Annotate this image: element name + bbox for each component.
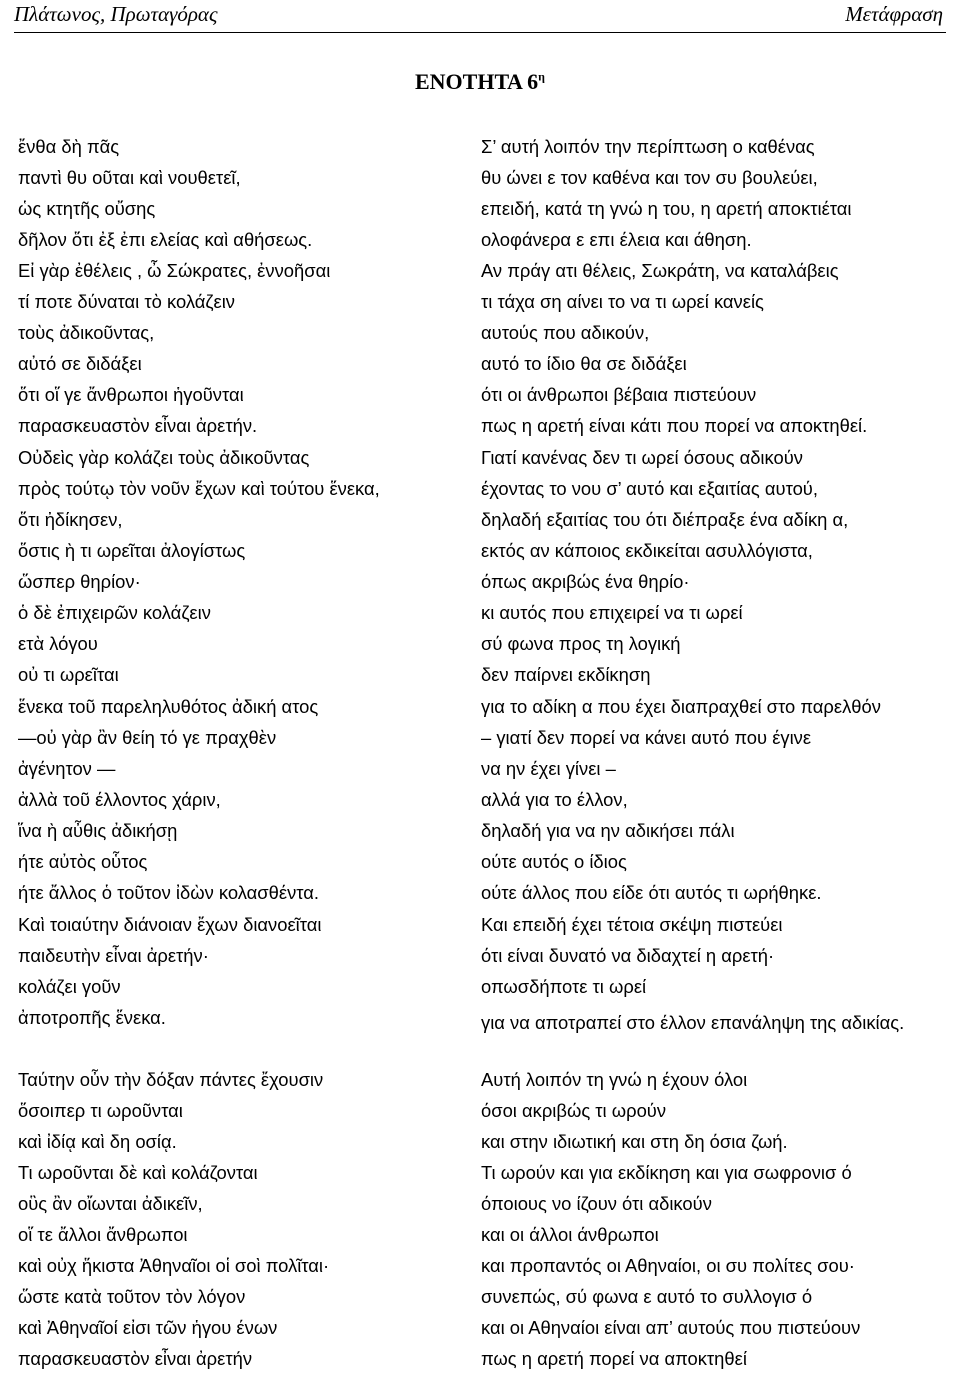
greek-original-line: πρὸς τούτῳ τὸν νοῦν ἔχων καὶ τούτου ἕνεκα, [18, 478, 380, 499]
greek-original-line: Εἰ γὰρ ἐθέλεις , ὦ Σώκρατες, ἐννοῆσαι [18, 260, 331, 281]
greek-original-line: ὥστε κατὰ τοῦτον τὸν λόγον [18, 1286, 246, 1307]
text-line-row [0, 945, 960, 977]
text-line-row [0, 1100, 960, 1132]
modern-translation-line: όσοι ακριβώς τι ωρούν [481, 1100, 667, 1121]
text-line-row [0, 415, 960, 447]
greek-original-line: οὓς ἂν οἴωνται ἀδικεῖν, [18, 1193, 203, 1214]
greek-original-line: καὶ Ἀθηναῖοί εἰσι τῶν ἡγου ένων [18, 1317, 278, 1338]
text-line-row [0, 198, 960, 230]
greek-original-line: ὅστις ὴ τι ωρεῖται ἀλογίστως [18, 540, 246, 561]
greek-original-line: ἵνα ὴ αὖθις ἀδικήσῃ [18, 820, 178, 841]
text-line-row [0, 1286, 960, 1318]
greek-original-line: ἕνεκα τοῦ παρεληλυθότος ἀδική ατος [18, 696, 319, 717]
greek-original-line: δῆλον ὅτι ἐξ ἐπι ελείας καὶ αθήσεως. [18, 229, 313, 250]
modern-translation-line: και οι άλλοι άνθρωποι [481, 1224, 659, 1245]
modern-translation-line: δηλαδή για να ην αδικήσει πάλι [481, 820, 735, 841]
modern-translation-line: ότι είναι δυνατό να διδαχτεί η αρετή· [481, 945, 775, 966]
modern-translation-line: δεν παίρνει εκδίκηση [481, 664, 651, 685]
header-author-work: Πλάτωνος, Πρωταγόρας [14, 2, 218, 26]
text-line-row [0, 260, 960, 292]
modern-translation-line: αλλά για το έλλον, [481, 789, 628, 810]
text-line-row [0, 1317, 960, 1349]
text-line-row [0, 1069, 960, 1101]
modern-translation-line: ότι οι άνθρωποι βέβαια πιστεύουν [481, 384, 757, 405]
modern-translation-line: Αυτή λοιπόν τη γνώ η έχουν όλοι [481, 1069, 748, 1090]
modern-translation-line: θυ ώνει ε τον καθένα και τον συ βουλεύει, [481, 167, 818, 188]
text-line-row [0, 136, 960, 168]
text-line-row [0, 322, 960, 354]
text-line-row [0, 1348, 960, 1380]
text-line-row [0, 602, 960, 634]
greek-original-line: παιδευτὴν εἶναι ἀρετήν· [18, 945, 209, 966]
greek-original-line: —οὐ γὰρ ἂν θείη τό γε πραχθὲν [18, 727, 277, 748]
greek-original-line: Καὶ τοιαύτην διάνοιαν ἔχων διανοεῖται [18, 914, 322, 935]
modern-translation-line: και στην ιδιωτική και στη δη όσια ζωή. [481, 1131, 788, 1152]
modern-translation-line: συνεπώς, σύ φωνα ε αυτό το συλλογισ ό [481, 1286, 813, 1307]
modern-translation-line: οπωσδήποτε τι ωρεί [481, 976, 647, 997]
text-line-row [0, 758, 960, 790]
text-line-row [0, 727, 960, 759]
section-title-text: ΕΝΟΤΗΤΑ 6 [415, 69, 539, 94]
greek-original-line: κολάζει γοῦν [18, 976, 121, 997]
text-line-row [0, 696, 960, 728]
text-line-row [0, 1224, 960, 1256]
modern-translation-line: – γιατί δεν πορεί να κάνει αυτό που έγινε [481, 727, 812, 748]
greek-original-line: ἔνθα δὴ πᾶς [18, 136, 120, 157]
greek-original-line: παρασκευαστὸν εἶναι ἀρετήν [18, 1348, 253, 1369]
modern-translation-line: Και επειδή έχει τέτοια σκέψη πιστεύει [481, 914, 783, 935]
modern-translation-line: όπως ακριβώς ένα θηρίο· [481, 571, 690, 592]
modern-translation-line: πως η αρετή πορεί να αποκτηθεί [481, 1348, 747, 1369]
greek-original-line: ἀποτροπῆς ἕνεκα. [18, 1007, 166, 1028]
text-line-row [0, 633, 960, 665]
greek-original-line: οἵ τε ἄλλοι ἄνθρωποι [18, 1224, 188, 1245]
greek-original-line: ἀλλὰ τοῦ έλλοντος χάριν, [18, 789, 221, 810]
greek-original-line: ἀγένητον — [18, 758, 116, 779]
modern-translation-line: αυτό το ίδιο θα σε διδάξει [481, 353, 687, 374]
text-line-row [0, 1131, 960, 1163]
greek-original-line: Οὐδεὶς γὰρ κολάζει τοὺς ἀδικοῦντας [18, 447, 310, 468]
text-line-row [0, 384, 960, 416]
greek-original-line: Ταύτην οὖν τὴν δόξαν πάντες ἔχουσιν [18, 1069, 324, 1090]
text-line-row [0, 820, 960, 852]
text-line-row [0, 789, 960, 821]
greek-original-line: ὅτι ἠδίκησεν, [18, 509, 123, 530]
text-line-row [0, 540, 960, 572]
text-line-row [0, 291, 960, 323]
greek-original-line: τί ποτε δύναται τὸ κολάζειν [18, 291, 235, 312]
header-divider [14, 32, 946, 33]
modern-translation-line: όποιους νο ίζουν ότι αδικούν [481, 1193, 712, 1214]
modern-translation-line: ούτε άλλος που είδε ότι αυτός τι ωρήθηκε. [481, 882, 822, 903]
text-line-row [0, 229, 960, 261]
greek-original-line: ήτε ἄλλος ὁ τοῦτον ἰδὼν κολασθέντα. [18, 882, 320, 903]
page-header [0, 0, 960, 34]
text-line-row [0, 976, 960, 1008]
text-line-row [0, 478, 960, 510]
modern-translation-line: πως η αρετή είναι κάτι που πορεί να αποκτηθεί. [481, 415, 868, 436]
greek-original-line: καὶ ἰδίᾳ καὶ δη οσίᾳ. [18, 1131, 177, 1152]
modern-translation-line: έχοντας το νου σ’ αυτό και εξαιτίας αυτού, [481, 478, 818, 499]
modern-translation-line: κι αυτός που επιχειρεί να τι ωρεί [481, 602, 743, 623]
greek-original-line: ὅτι οἵ γε ἄνθρωποι ἡγοῦνται [18, 384, 244, 405]
modern-translation-line: να ην έχει γίνει – [481, 758, 616, 779]
text-line-row [0, 1255, 960, 1287]
greek-original-line: ετὰ λόγου [18, 633, 98, 654]
modern-translation-line: Σ’ αυτή λοιπόν την περίπτωση ο καθένας [481, 136, 815, 157]
greek-original-line: Τι ωροῦνται δὲ καὶ κολάζονται [18, 1162, 258, 1183]
text-line-row [0, 353, 960, 385]
modern-translation-line: σύ φωνα προς τη λογική [481, 633, 681, 654]
modern-translation-line: Τι ωρούν και για εκδίκηση και για σωφρονισ ό [481, 1162, 852, 1183]
text-line-row [0, 1007, 960, 1039]
greek-original-line: τοὺς ἀδικοῦντας, [18, 322, 155, 343]
modern-translation-line: επειδή, κατά τη γνώ η του, η αρετή αποκτιέται [481, 198, 852, 219]
text-line-row [0, 1162, 960, 1194]
text-line-row [0, 509, 960, 541]
text-line-row [0, 571, 960, 603]
modern-translation-line: δηλαδή εξαιτίας του ότι διέπραξε ένα αδίκη α, [481, 509, 849, 530]
header-translation-label: Μετάφραση [845, 2, 943, 26]
modern-translation-line: αυτούς που αδικούν, [481, 322, 650, 343]
modern-translation-line: τι τάχα ση αίνει το να τι ωρεί κανείς [481, 291, 764, 312]
greek-original-line: ήτε αὐτὸς οὗτος [18, 851, 148, 872]
greek-original-line: ὥσπερ θηρίον· [18, 571, 141, 592]
text-line-row [0, 851, 960, 883]
greek-original-line: αὐτό σε διδάξει [18, 353, 142, 374]
text-line-row [0, 664, 960, 696]
greek-original-line: ὅσοιπερ τι ωροῦνται [18, 1100, 183, 1121]
text-line-row [0, 447, 960, 479]
modern-translation-line: και οι Αθηναίοι είναι απ’ αυτούς που πιστεύουν [481, 1317, 861, 1338]
section-title-superscript: η [538, 69, 545, 84]
modern-translation-line: για το αδίκη α που έχει διαπραχθεί στο παρελθόν [481, 696, 881, 717]
greek-original-line: παρασκευαστὸν εἶναι ἀρετήν. [18, 415, 258, 436]
text-line-row [0, 1193, 960, 1225]
greek-original-line: ὡς κτητῆς οὔσης [18, 198, 156, 219]
text-line-row [0, 882, 960, 914]
modern-translation-line: Αν πράγ ατι θέλεις, Σωκράτη, να καταλάβεις [481, 260, 839, 281]
greek-original-line: παντὶ θυ οῦται καὶ νουθετεῖ, [18, 167, 241, 188]
modern-translation-line: και προπαντός οι Αθηναίοι, οι συ πολίτες σου· [481, 1255, 855, 1276]
modern-translation-line: εκτός αν κάποιος εκδικείται ασυλλόγιστα, [481, 540, 813, 561]
modern-translation-line: Γιατί κανένας δεν τι ωρεί όσους αδικούν [481, 447, 803, 468]
modern-translation-line: για να αποτραπεί στο έλλον επανάληψη της αδικίας. [481, 1012, 905, 1033]
text-line-row [0, 167, 960, 199]
modern-translation-line: ούτε αυτός ο ίδιος [481, 851, 627, 872]
section-title [0, 69, 960, 95]
text-line-row [0, 914, 960, 946]
greek-original-line: καὶ οὐχ ἥκιστα Ἀθηναῖοι οἱ σοὶ πολῖται· [18, 1255, 330, 1276]
modern-translation-line: ολοφάνερα ε επι έλεια και άθηση. [481, 229, 752, 250]
greek-original-line: ὁ δὲ ἐπιχειρῶν κολάζειν [18, 602, 211, 623]
greek-original-line: οὐ τι ωρεῖται [18, 664, 119, 685]
